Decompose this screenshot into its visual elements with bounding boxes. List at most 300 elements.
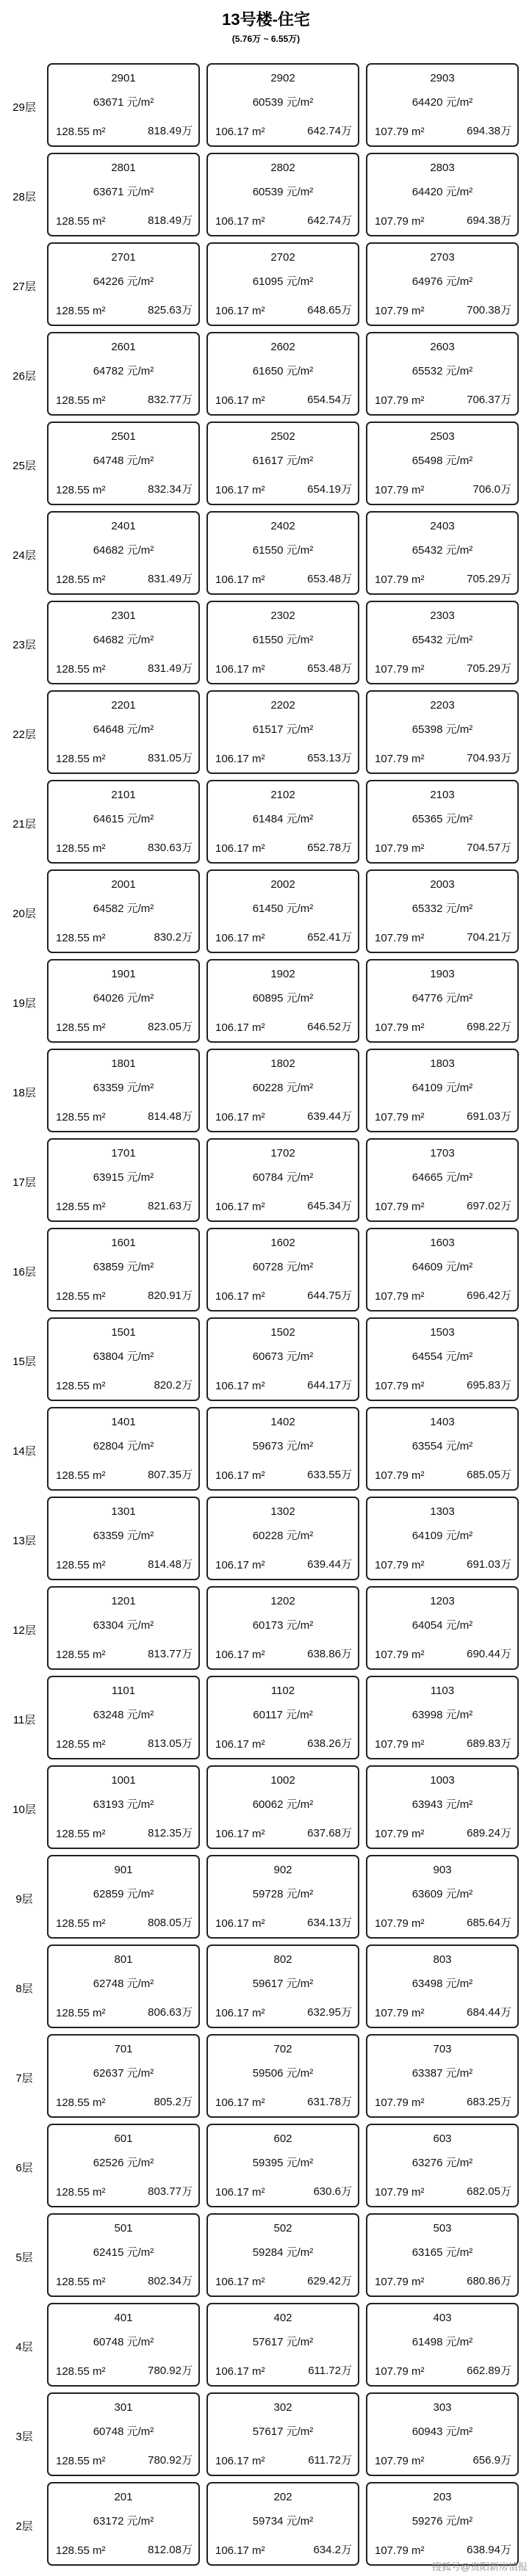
unit-card <box>206 1586 359 1670</box>
floor-label: 8层 <box>15 1982 33 1995</box>
unit-area: 107.79 m² <box>375 2007 425 2019</box>
unit-total-price: 691.03万 <box>467 1558 511 1571</box>
unit-number: 502 <box>273 2222 292 2235</box>
unit-total-price: 823.05万 <box>148 1021 193 1033</box>
unit-card <box>366 2124 519 2207</box>
unit-area: 107.79 m² <box>375 753 425 765</box>
unit-area: 107.79 m² <box>375 1021 425 1034</box>
unit-card <box>366 2213 519 2297</box>
unit-area: 128.55 m² <box>56 753 106 765</box>
unit-total-price: 652.41万 <box>307 931 352 944</box>
unit-number: 1201 <box>111 1595 136 1607</box>
unit-number: 2303 <box>430 609 455 622</box>
unit-number: 2802 <box>270 162 295 174</box>
unit-total-price: 705.29万 <box>467 573 511 585</box>
floor-label: 11层 <box>12 1713 36 1726</box>
unit-number: 1801 <box>111 1057 136 1070</box>
unit-price: 59506 元/m² <box>252 2067 314 2080</box>
floor-row <box>0 1497 532 1583</box>
unit-total-price: 705.29万 <box>467 662 511 675</box>
unit-total-price: 691.03万 <box>467 1110 511 1123</box>
unit-area: 106.17 m² <box>215 932 265 944</box>
unit-card <box>206 1317 359 1401</box>
unit-card <box>366 780 519 864</box>
unit-card <box>366 2034 519 2118</box>
unit-area: 128.55 m² <box>56 394 106 407</box>
unit-number: 903 <box>433 1864 452 1876</box>
unit-area: 128.55 m² <box>56 126 106 138</box>
unit-price: 59276 元/m² <box>411 2515 473 2528</box>
unit-price: 63359 元/m² <box>93 1530 154 1542</box>
unit-price: 63804 元/m² <box>93 1350 154 1363</box>
unit-area: 128.55 m² <box>56 484 106 496</box>
unit-total-price: 689.24万 <box>467 1827 511 1839</box>
unit-number: 2903 <box>430 72 455 84</box>
unit-total-price: 831.05万 <box>148 752 193 764</box>
unit-area: 128.55 m² <box>56 1111 106 1124</box>
unit-number: 1602 <box>270 1237 295 1249</box>
unit-number: 802 <box>273 1953 292 1966</box>
unit-total-price: 831.49万 <box>148 662 193 675</box>
unit-price: 64648 元/m² <box>93 723 154 736</box>
unit-number: 1803 <box>430 1057 455 1070</box>
unit-number: 2603 <box>430 341 455 353</box>
unit-card <box>47 959 200 1043</box>
unit-area: 106.17 m² <box>215 1290 265 1303</box>
unit-price: 63248 元/m² <box>93 1709 154 1721</box>
unit-price: 64420 元/m² <box>411 96 473 109</box>
floor-label: 20层 <box>12 907 36 920</box>
unit-area: 106.17 m² <box>215 1738 265 1751</box>
unit-price: 64026 元/m² <box>93 992 154 1005</box>
unit-card <box>47 2392 200 2476</box>
unit-number: 403 <box>433 2312 452 2324</box>
unit-price: 60673 元/m² <box>252 1350 314 1363</box>
unit-number: 901 <box>114 1864 133 1876</box>
unit-card <box>47 2213 200 2297</box>
unit-card <box>47 242 200 326</box>
floor-row <box>0 422 532 508</box>
unit-total-price: 637.68万 <box>307 1827 352 1839</box>
unit-number: 1002 <box>270 1774 295 1787</box>
unit-number: 2302 <box>270 609 295 622</box>
unit-total-price: 812.35万 <box>148 1827 193 1839</box>
unit-number: 301 <box>114 2401 133 2414</box>
unit-area: 107.79 m² <box>375 574 425 586</box>
unit-number: 2001 <box>111 878 136 891</box>
unit-card <box>206 959 359 1043</box>
unit-total-price: 812.08万 <box>148 2544 193 2556</box>
unit-number: 1601 <box>111 1237 136 1249</box>
unit-area: 106.17 m² <box>215 305 265 317</box>
unit-number: 703 <box>433 2043 452 2055</box>
unit-card <box>366 153 519 236</box>
unit-price: 59673 元/m² <box>252 1440 314 1452</box>
unit-price: 63498 元/m² <box>411 1978 473 1990</box>
unit-total-price: 818.49万 <box>148 214 193 227</box>
unit-total-price: 684.44万 <box>467 2006 511 2019</box>
unit-total-price: 690.44万 <box>467 1648 511 1660</box>
unit-total-price: 656.9万 <box>472 2454 511 2467</box>
unit-price: 64609 元/m² <box>411 1261 473 1273</box>
unit-total-price: 645.34万 <box>307 1200 352 1212</box>
unit-price: 64054 元/m² <box>411 1619 473 1632</box>
unit-area: 107.79 m² <box>375 2544 425 2557</box>
unit-total-price: 642.74万 <box>307 125 352 137</box>
unit-area: 107.79 m² <box>375 1290 425 1303</box>
unit-card <box>366 1138 519 1222</box>
unit-total-price: 653.48万 <box>307 573 352 585</box>
floor-label: 18层 <box>12 1086 36 1099</box>
floor-row <box>0 2213 532 2300</box>
unit-area: 128.55 m² <box>56 1738 106 1751</box>
unit-area: 106.17 m² <box>215 663 265 676</box>
floor-row <box>0 690 532 777</box>
unit-number: 1403 <box>430 1416 455 1428</box>
unit-card <box>206 1855 359 1939</box>
unit-total-price: 653.48万 <box>307 662 352 675</box>
unit-total-price: 830.2万 <box>154 931 193 944</box>
unit-card <box>47 1049 200 1132</box>
unit-price: 65432 元/m² <box>411 544 473 557</box>
floor-label: 12层 <box>12 1624 36 1637</box>
unit-number: 1203 <box>430 1595 455 1607</box>
floor-row <box>0 1407 532 1494</box>
floor-row <box>0 63 532 150</box>
unit-card <box>47 1228 200 1311</box>
unit-number: 2202 <box>270 699 295 712</box>
unit-card <box>47 1676 200 1759</box>
unit-card <box>206 2303 359 2387</box>
unit-number: 2501 <box>111 430 136 443</box>
unit-total-price: 648.65万 <box>307 304 352 316</box>
unit-price: 60228 元/m² <box>252 1530 314 1542</box>
unit-card <box>47 332 200 416</box>
floor-row <box>0 1049 532 1135</box>
unit-number: 602 <box>273 2132 292 2145</box>
unit-card <box>47 1497 200 1580</box>
floor-row <box>0 1944 532 2031</box>
unit-total-price: 685.05万 <box>467 1469 511 1481</box>
unit-number: 2901 <box>111 72 136 84</box>
unit-number: 2402 <box>270 520 295 532</box>
unit-price: 61617 元/m² <box>252 455 314 467</box>
unit-price: 60784 元/m² <box>252 1171 314 1184</box>
floor-row <box>0 2124 532 2210</box>
unit-card <box>206 1049 359 1132</box>
floor-row <box>0 1676 532 1762</box>
unit-price: 61484 元/m² <box>252 813 314 825</box>
unit-total-price: 611.72万 <box>308 2454 352 2467</box>
floor-row <box>0 780 532 866</box>
unit-area: 106.17 m² <box>215 753 265 765</box>
unit-total-price: 803.77万 <box>148 2185 193 2198</box>
unit-price: 63304 元/m² <box>93 1619 154 1632</box>
page-title: 13号楼-住宅 <box>222 10 310 29</box>
floor-label: 10层 <box>12 1803 36 1816</box>
unit-area: 128.55 m² <box>56 1828 106 1840</box>
unit-total-price: 825.63万 <box>148 304 193 316</box>
unit-number: 1401 <box>111 1416 136 1428</box>
floor-label: 3层 <box>15 2430 33 2443</box>
unit-area: 107.79 m² <box>375 1380 425 1392</box>
unit-price: 63998 元/m² <box>411 1709 473 1721</box>
unit-number: 2301 <box>111 609 136 622</box>
unit-price: 63276 元/m² <box>411 2157 473 2169</box>
unit-area: 128.55 m² <box>56 215 106 228</box>
unit-card <box>366 511 519 595</box>
unit-number: 1303 <box>430 1505 455 1518</box>
unit-number: 2703 <box>430 251 455 264</box>
unit-total-price: 644.75万 <box>307 1289 352 1302</box>
unit-area: 128.55 m² <box>56 2455 106 2467</box>
unit-price: 64615 元/m² <box>93 813 154 825</box>
unit-card <box>206 1765 359 1849</box>
unit-card <box>206 242 359 326</box>
unit-area: 106.17 m² <box>215 1828 265 1840</box>
unit-area: 106.17 m² <box>215 1021 265 1034</box>
floor-label: 29层 <box>12 101 36 114</box>
unit-area: 106.17 m² <box>215 2276 265 2288</box>
unit-number: 402 <box>273 2312 292 2324</box>
unit-card <box>366 1944 519 2028</box>
unit-price: 63359 元/m² <box>93 1082 154 1094</box>
unit-card <box>366 2303 519 2387</box>
unit-number: 2701 <box>111 251 136 264</box>
unit-price: 60728 元/m² <box>252 1261 314 1273</box>
unit-price: 64682 元/m² <box>93 634 154 646</box>
unit-number: 603 <box>433 2132 452 2145</box>
unit-card <box>47 1765 200 1849</box>
floor-row <box>0 1586 532 1673</box>
unit-price: 60748 元/m² <box>93 2425 154 2438</box>
unit-number: 1802 <box>270 1057 295 1070</box>
unit-number: 1301 <box>111 1505 136 1518</box>
floor-label: 5层 <box>15 2251 33 2264</box>
unit-area: 128.55 m² <box>56 1917 106 1930</box>
unit-area: 107.79 m² <box>375 394 425 407</box>
unit-number: 1001 <box>111 1774 136 1787</box>
floor-label: 7层 <box>15 2072 33 2085</box>
unit-area: 107.79 m² <box>375 1917 425 1930</box>
unit-total-price: 780.92万 <box>148 2365 193 2377</box>
unit-number: 1502 <box>270 1326 295 1339</box>
unit-price: 64109 元/m² <box>411 1530 473 1542</box>
unit-total-price: 652.78万 <box>307 842 352 854</box>
unit-card <box>206 2392 359 2476</box>
unit-area: 128.55 m² <box>56 574 106 586</box>
unit-card <box>47 1944 200 2028</box>
unit-price: 64109 元/m² <box>411 1082 473 1094</box>
floor-row <box>0 2482 532 2569</box>
unit-number: 1202 <box>270 1595 295 1607</box>
unit-price: 62526 元/m² <box>93 2157 154 2169</box>
unit-number: 2902 <box>270 72 295 84</box>
unit-number: 2403 <box>430 520 455 532</box>
unit-number: 501 <box>114 2222 133 2235</box>
floor-row <box>0 1317 532 1404</box>
unit-card <box>366 869 519 953</box>
unit-card <box>206 1138 359 1222</box>
floor-label: 27层 <box>12 280 36 293</box>
unit-number: 2702 <box>270 251 295 264</box>
unit-area: 106.17 m² <box>215 1201 265 1213</box>
unit-area: 106.17 m² <box>215 215 265 228</box>
unit-total-price: 683.25万 <box>467 2096 511 2108</box>
unit-area: 107.79 m² <box>375 842 425 855</box>
unit-number: 2203 <box>430 699 455 712</box>
unit-area: 107.79 m² <box>375 126 425 138</box>
unit-total-price: 694.38万 <box>467 214 511 227</box>
unit-price: 61517 元/m² <box>252 723 314 736</box>
floor-label: 24层 <box>12 549 36 562</box>
unit-card <box>366 1228 519 1311</box>
unit-area: 107.79 m² <box>375 1649 425 1661</box>
unit-price: 63609 元/m² <box>411 1888 473 1900</box>
unit-price: 60117 元/m² <box>253 1709 313 1721</box>
unit-card <box>47 2034 200 2118</box>
unit-price: 64420 元/m² <box>411 186 473 198</box>
unit-area: 106.17 m² <box>215 2455 265 2467</box>
unit-card <box>47 1407 200 1491</box>
unit-total-price: 644.17万 <box>307 1379 352 1392</box>
unit-total-price: 700.38万 <box>467 304 511 316</box>
unit-card <box>366 332 519 416</box>
unit-total-price: 633.55万 <box>307 1469 352 1481</box>
floor-row <box>0 1138 532 1225</box>
unit-price: 63193 元/m² <box>93 1798 154 1811</box>
floor-label: 19层 <box>12 996 36 1010</box>
unit-card <box>206 63 359 147</box>
floor-row <box>0 601 532 687</box>
unit-price: 57617 元/m² <box>252 2425 314 2438</box>
unit-area: 106.17 m² <box>215 842 265 855</box>
unit-price: 59617 元/m² <box>252 1978 314 1990</box>
unit-area: 106.17 m² <box>215 484 265 496</box>
unit-total-price: 831.49万 <box>148 573 193 585</box>
unit-number: 1901 <box>111 968 136 980</box>
unit-area: 107.79 m² <box>375 1559 425 1571</box>
unit-card <box>206 1407 359 1491</box>
unit-number: 2801 <box>111 162 136 174</box>
unit-area: 128.55 m² <box>56 842 106 855</box>
floor-row <box>0 1228 532 1314</box>
unit-total-price: 820.2万 <box>154 1379 193 1392</box>
unit-card <box>47 2124 200 2207</box>
floor-row <box>0 511 532 598</box>
unit-card <box>47 63 200 147</box>
unit-price: 65532 元/m² <box>411 365 473 377</box>
unit-price: 61450 元/m² <box>252 902 314 915</box>
unit-area: 106.17 m² <box>215 2007 265 2019</box>
unit-area: 107.79 m² <box>375 2365 425 2378</box>
unit-total-price: 632.95万 <box>307 2006 352 2019</box>
floor-label: 9层 <box>15 1892 33 1906</box>
unit-total-price: 808.05万 <box>148 1917 193 1929</box>
unit-area: 106.17 m² <box>215 574 265 586</box>
unit-area: 128.55 m² <box>56 1380 106 1392</box>
unit-price: 65432 元/m² <box>411 634 473 646</box>
unit-card <box>206 511 359 595</box>
unit-total-price: 821.63万 <box>148 1200 193 1212</box>
unit-area: 107.79 m² <box>375 2186 425 2199</box>
unit-area: 128.55 m² <box>56 2276 106 2288</box>
unit-card <box>47 2482 200 2566</box>
unit-price: 64665 元/m² <box>411 1171 473 1184</box>
unit-price: 61550 元/m² <box>252 544 314 557</box>
unit-card <box>206 2034 359 2118</box>
unit-card <box>206 2213 359 2297</box>
floor-row <box>0 242 532 329</box>
floor-label: 21层 <box>12 817 36 831</box>
unit-area: 128.55 m² <box>56 2365 106 2378</box>
unit-number: 702 <box>273 2043 292 2055</box>
unit-card <box>366 959 519 1043</box>
unit-price: 62415 元/m² <box>93 2246 154 2259</box>
floor-label: 15层 <box>12 1355 36 1368</box>
unit-price: 60943 元/m² <box>411 2425 473 2438</box>
unit-number: 303 <box>433 2401 452 2414</box>
unit-total-price: 662.89万 <box>467 2365 511 2377</box>
unit-number: 1103 <box>430 1685 455 1697</box>
unit-total-price: 805.2万 <box>154 2096 193 2108</box>
floor-row <box>0 2392 532 2479</box>
unit-price: 60062 元/m² <box>252 1798 314 1811</box>
unit-number: 2101 <box>111 789 136 801</box>
unit-price: 63671 元/m² <box>93 186 154 198</box>
unit-price: 65498 元/m² <box>411 455 473 467</box>
unit-price: 62859 元/m² <box>93 1888 154 1900</box>
unit-number: 1402 <box>270 1416 295 1428</box>
unit-number: 2602 <box>270 341 295 353</box>
unit-total-price: 695.83万 <box>467 1379 511 1392</box>
unit-card <box>366 690 519 774</box>
floor-label: 2层 <box>15 2519 33 2533</box>
unit-price: 61650 元/m² <box>252 365 314 377</box>
floor-label: 6层 <box>15 2161 33 2174</box>
unit-total-price: 697.02万 <box>467 1200 511 1212</box>
unit-area: 128.55 m² <box>56 1290 106 1303</box>
floor-row <box>0 1855 532 1942</box>
unit-price: 57617 元/m² <box>252 2336 314 2348</box>
unit-price: 64554 元/m² <box>411 1350 473 1363</box>
unit-card <box>47 1317 200 1401</box>
unit-card <box>206 1228 359 1311</box>
unit-number: 202 <box>273 2491 292 2503</box>
unit-number: 2102 <box>270 789 295 801</box>
unit-total-price: 654.54万 <box>307 394 352 406</box>
unit-price: 63859 元/m² <box>93 1261 154 1273</box>
unit-price: 63165 元/m² <box>411 2246 473 2259</box>
unit-area: 128.55 m² <box>56 1201 106 1213</box>
unit-area: 107.79 m² <box>375 663 425 676</box>
unit-area: 107.79 m² <box>375 932 425 944</box>
unit-price: 64782 元/m² <box>93 365 154 377</box>
unit-price: 65398 元/m² <box>411 723 473 736</box>
unit-total-price: 631.78万 <box>307 2096 352 2108</box>
unit-total-price: 706.0万 <box>472 483 511 496</box>
unit-area: 106.17 m² <box>215 1469 265 1482</box>
unit-card <box>206 2482 359 2566</box>
unit-price: 62637 元/m² <box>93 2067 154 2080</box>
floor-row <box>0 2034 532 2121</box>
unit-area: 128.55 m² <box>56 1469 106 1482</box>
unit-card <box>206 422 359 505</box>
unit-total-price: 611.72万 <box>308 2365 352 2377</box>
unit-total-price: 634.13万 <box>307 1917 352 1929</box>
floor-label: 14层 <box>12 1444 36 1458</box>
unit-area: 106.17 m² <box>215 1649 265 1661</box>
